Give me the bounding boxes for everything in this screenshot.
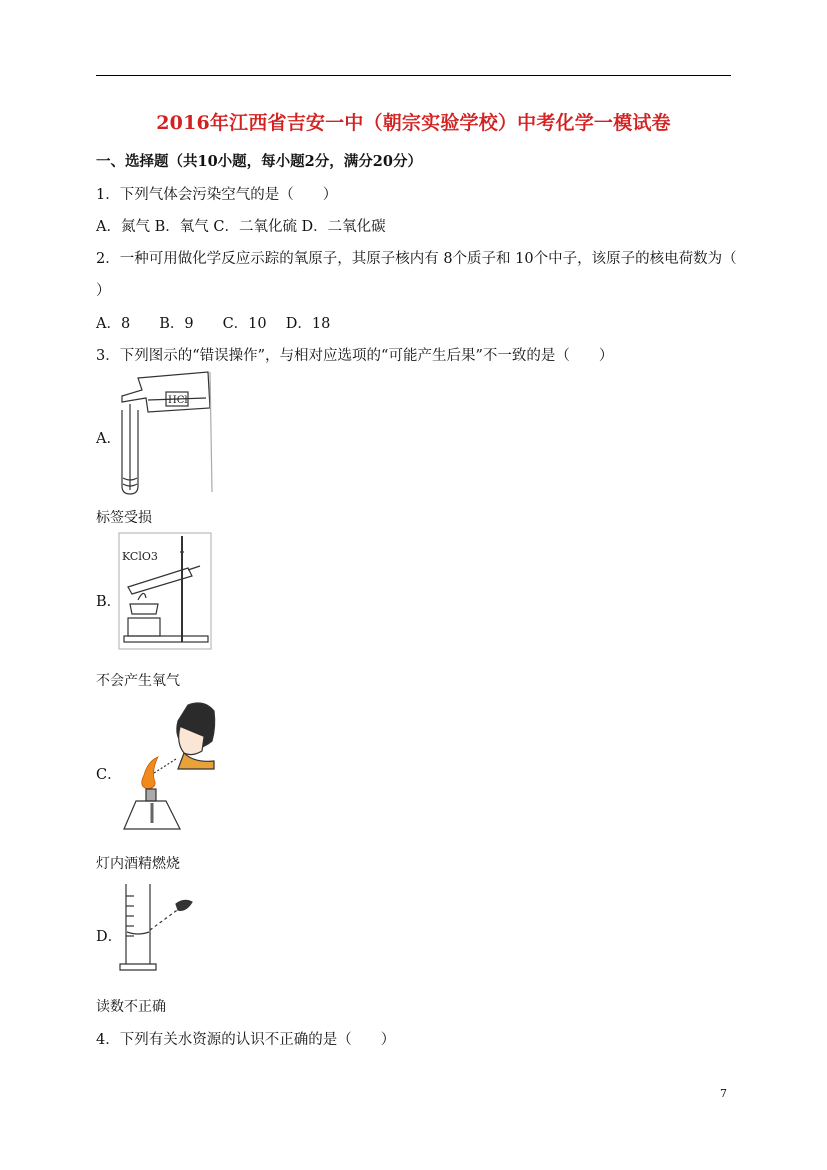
option-d-result: 读数不正确 bbox=[96, 999, 166, 1015]
question-1-stem: 1．下列气体会污染空气的是（ ） bbox=[96, 187, 338, 203]
option-a-letter: A． bbox=[96, 431, 121, 447]
question-2-stem: 2．一种可用做化学反应示踪的氧原子，其原子核内有 8个质子和 10个中子，该原子的核电荷数为（ bbox=[96, 251, 737, 267]
option-a-result: 标签受损 bbox=[96, 510, 152, 526]
question-3-stem: 3．下列图示的“错误操作”，与相对应选项的“可能产生后果”不一致的是（ ） bbox=[96, 348, 614, 364]
header-rule bbox=[96, 75, 731, 76]
option-c-result: 灯内酒精燃烧 bbox=[96, 856, 180, 872]
heating-kclo3-figure bbox=[118, 532, 213, 650]
question-4-stem: 4．下列有关水资源的认识不正确的是（ ） bbox=[96, 1032, 396, 1048]
kclo3-label: KClO3 bbox=[122, 550, 158, 563]
pouring-acid-figure bbox=[118, 370, 218, 495]
question-1-options: A．氮气 B．氧气 C．二氧化硫 D．二氧化碳 bbox=[96, 219, 386, 235]
hcl-label: HCl bbox=[168, 395, 188, 406]
option-b-result: 不会产生氧气 bbox=[96, 673, 180, 689]
option-d-letter: D． bbox=[96, 929, 123, 945]
section-heading: 一、选择题（共10小题，每小题2分，满分20分） bbox=[96, 153, 422, 170]
question-2-options: A．8 B．9 C．10 D．18 bbox=[96, 316, 331, 332]
page-title: 2016年江西省吉安一中（朝宗实验学校）中考化学一模试卷 bbox=[156, 112, 671, 134]
blowing-out-lamp-figure bbox=[118, 697, 218, 839]
page-number: 7 bbox=[720, 1087, 727, 1100]
option-b-letter: B． bbox=[96, 594, 122, 610]
option-c-letter: C． bbox=[96, 767, 122, 783]
question-2-stem-cont: ） bbox=[96, 283, 111, 299]
reading-cylinder-figure bbox=[118, 880, 198, 972]
